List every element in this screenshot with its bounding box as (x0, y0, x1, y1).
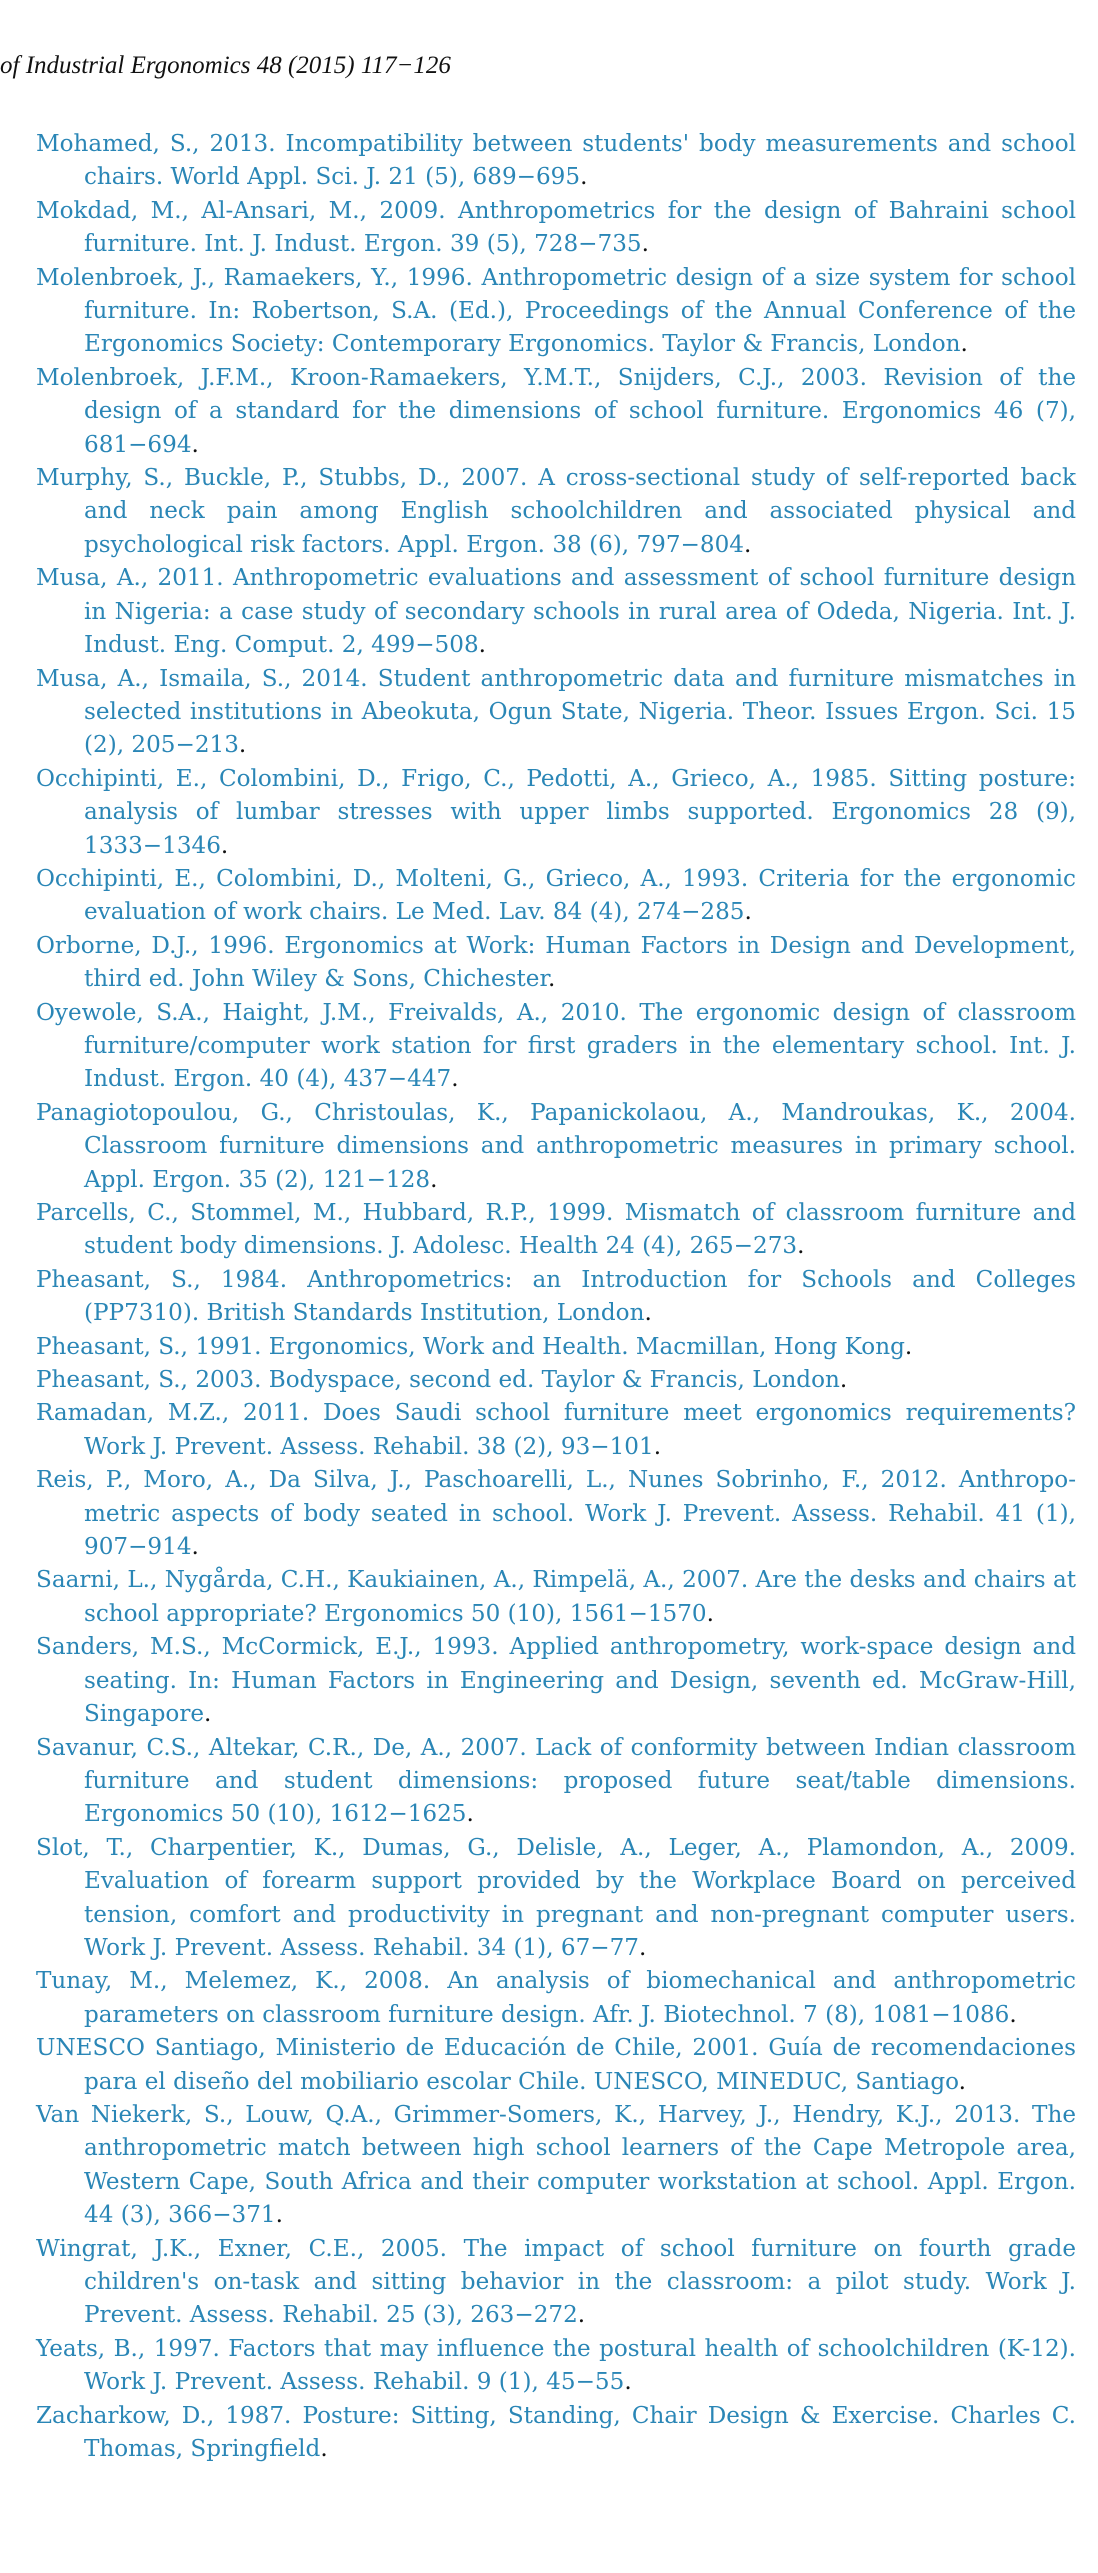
reference-item[interactable] (36, 195, 1076, 262)
reference-period: . (641, 231, 649, 258)
reference-link[interactable]: Murphy, S., Buckle, P., Stubbs, D., 2007. A cross-sectional study of self-reported back and neck pain among English schoolchildren and associated physical and psychological risk factors. Appl. Ergon. 38 (6), 797−804 (36, 465, 1076, 558)
reference-link[interactable]: Savanur, C.S., Altekar, C.R., De, A., 2007. Lack of conformity between Indian classroom furniture and student dimensions: proposed future seat/table dimensions. Ergonomics 50 (10), 1612−1625 (36, 1734, 1076, 1828)
reference-period: . (238, 732, 247, 759)
reference-link[interactable]: Musa, A., 2011. Anthropometric evaluations and assessment of school furniture design in Nigeria: a case study of secondary schools in rural area of Odeda, Nigeria. Int. J. Indust. Eng. Comput. 2, 499−508 (36, 565, 1076, 659)
reference-period: . (797, 1233, 805, 1260)
reference-item[interactable] (36, 863, 1076, 930)
reference-period: . (204, 1701, 212, 1728)
reference-period: . (547, 966, 556, 993)
reference-link[interactable]: Tunay, M., Melemez, K., 2008. An analysis of biomechanical and anthropometric parameters on classroom furniture design. Afr. J. Biotechnol. 7 (8), 1081−1086 (36, 1968, 1076, 2028)
reference-period: . (904, 1333, 913, 1360)
reference-period: . (706, 1600, 714, 1627)
reference-link[interactable]: Pheasant, S., 2003. Bodyspace, second ed. Taylor & Francis, London (36, 1367, 840, 1394)
reference-period: . (320, 2436, 328, 2463)
reference-item[interactable] (36, 1965, 1076, 2032)
reference-period: . (430, 1166, 438, 1193)
reference-item[interactable] (36, 1331, 1076, 1364)
reference-item[interactable] (36, 2333, 1076, 2400)
reference-period: . (478, 632, 486, 659)
reference-link[interactable]: Zacharkow, D., 1987. Posture: Sitting, Standing, Chair Design & Exercise. Charles C. Thomas, Springfield (36, 2402, 1076, 2463)
reference-link[interactable]: Musa, A., Ismaila, S., 2014. Student anthropometric data and furniture mismatches in selected institutions in Abeokuta, Ogun State, Nigeria. Theor. Issues Ergon. Sci. 15 (2), 205−213 (36, 665, 1076, 759)
reference-item[interactable] (36, 1631, 1076, 1731)
reference-period: . (577, 2302, 586, 2329)
reference-item[interactable] (36, 1364, 1076, 1397)
reference-period: . (1009, 2001, 1017, 2028)
reference-link[interactable]: Pheasant, S., 1984. Anthropometrics: an Introduction for Schools and Colleges (PP7310). British Standards Institution, London (36, 1266, 1076, 1327)
reference-period: . (624, 2369, 632, 2396)
reference-item[interactable] (36, 2233, 1076, 2333)
reference-item[interactable] (36, 562, 1076, 662)
reference-item[interactable] (36, 2099, 1076, 2233)
reference-link[interactable]: Occhipinti, E., Colombini, D., Molteni, G., Grieco, A., 1993. Criteria for the ergonomic evaluation of work chairs. Le Med. Lav. 84 (4), 274−285 (36, 865, 1076, 926)
reference-period: . (580, 164, 588, 191)
reference-link[interactable]: Oyewole, S.A., Haight, J.M., Freivalds, A., 2010. The ergonomic design of classroom furniture/computer work station for first graders in the elementary school. Int. J. Indust. Ergon. 40 (4), 437−447 (36, 999, 1076, 1093)
reference-period: . (275, 2202, 283, 2229)
reference-period: . (639, 1934, 647, 1961)
reference-item[interactable] (36, 1397, 1076, 1464)
reference-period: . (744, 899, 752, 926)
reference-period: . (958, 2068, 966, 2095)
reference-period: . (960, 331, 968, 358)
reference-item[interactable] (36, 1097, 1076, 1197)
reference-item[interactable] (36, 763, 1076, 863)
reference-period: . (644, 1300, 652, 1327)
reference-link[interactable]: Parcells, C., Stommel, M., Hubbard, R.P., 1999. Mismatch of classroom furniture and student body dimensions. J. Adolesc. Health 24 (4), 265−273 (36, 1200, 1076, 1260)
reference-item[interactable] (36, 1564, 1076, 1631)
reference-link[interactable]: Panagiotopoulou, G., Christoulas, K., Papanickolaou, A., Mandroukas, K., 2004. Classroom furniture dimensions and anthropometric measures in primary school. Appl. Ergon. 35 (2), 121−128 (36, 1099, 1076, 1193)
reference-item[interactable] (36, 2400, 1076, 2467)
reference-item[interactable] (36, 663, 1076, 763)
reference-item[interactable] (36, 1832, 1076, 1966)
reference-link[interactable]: Molenbroek, J., Ramaekers, Y., 1996. Anthropometric design of a size system for school furniture. In: Robertson, S.A. (Ed.), Proceedings of the Annual Conference of the Ergonomics Society: Contemporary Ergonomics. Taylor & Francis, London (36, 264, 1076, 358)
reference-link[interactable]: Ramadan, M.Z., 2011. Does Saudi school furniture meet ergonomics requirements? Work J. Prevent. Assess. Rehabil. 38 (2), 93−101 (36, 1400, 1076, 1460)
reference-item[interactable] (36, 997, 1076, 1097)
reference-link[interactable]: Mohamed, S., 2013. Incompatibility between students' body measurements and school chairs. World Appl. Sci. J. 21 (5), 689−695 (36, 131, 1076, 191)
reference-item[interactable] (36, 128, 1076, 195)
reference-link[interactable]: Occhipinti, E., Colombini, D., Frigo, C., Pedotti, A., Grieco, A., 1985. Sitting posture: analysis of lumbar stresses with upper limbs supported. Ergonomics 28 (9), 1333−1346 (36, 765, 1076, 859)
reference-item[interactable] (36, 362, 1076, 462)
reference-item[interactable] (36, 930, 1076, 997)
reference-link[interactable]: Saarni, L., Nygårda, C.H., Kaukiainen, A., Rimpelä, A., 2007. Are the desks and chairs at school appropriate? Ergonomics 50 (10), 1561−1570 (36, 1567, 1076, 1627)
reference-list (36, 128, 1076, 2466)
reference-item[interactable] (36, 2032, 1076, 2099)
reference-period: . (191, 431, 199, 458)
reference-link[interactable]: UNESCO Santiago, Ministerio de Educación de Chile, 2001. Guía de recomendaciones para el diseño del mobiliario escolar Chile. UNESCO, MINEDUC, Santiago (36, 2035, 1076, 2095)
reference-period: . (466, 1801, 474, 1828)
reference-link[interactable]: Molenbroek, J.F.M., Kroon-Ramaekers, Y.M.T., Snijders, C.J., 2003. Revision of the design of a standard for the dimensions of school furniture. Ergonomics 46 (7), 681−694 (36, 364, 1076, 458)
reference-item[interactable] (36, 1464, 1076, 1564)
reference-link[interactable]: Orborne, D.J., 1996. Ergonomics at Work: Human Factors in Design and Development, third ed. John Wiley & Sons, Chichester (36, 932, 1076, 993)
reference-link[interactable]: Van Niekerk, S., Louw, Q.A., Grimmer-Somers, K., Harvey, J., Hendry, K.J., 2013. The anthropometric match between high school learners of the Cape Metropole area, Western Cape, South Africa and their computer workstation at school. Appl. Ergon. 44 (3), 366−371 (36, 2101, 1076, 2229)
reference-link[interactable]: Reis, P., Moro, A., Da Silva, J., Paschoarelli, L., Nunes Sobrinho, F., 2012. Anthropometric aspects of body seated in school. Work J. Prevent. Assess. Rehabil. 41 (1), 907−914 (36, 1467, 1076, 1561)
reference-item[interactable] (36, 1264, 1076, 1331)
running-header: of Industrial Ergonomics 48 (2015) 117−126 (0, 52, 451, 79)
reference-link[interactable]: Sanders, M.S., McCormick, E.J., 1993. Applied anthropometry, work-space design and seating. In: Human Factors in Engineering and Design, seventh ed. McGraw-Hill, Singapore (36, 1634, 1076, 1728)
reference-link[interactable]: Mokdad, M., Al-Ansari, M., 2009. Anthropometrics for the design of Bahraini school furniture. Int. J. Indust. Ergon. 39 (5), 728−735 (36, 197, 1076, 258)
reference-period: . (743, 531, 752, 558)
reference-period: . (220, 832, 229, 859)
reference-item[interactable] (36, 1197, 1076, 1264)
reference-link[interactable]: Slot, T., Charpentier, K., Dumas, G., Delisle, A., Leger, A., Plamondon, A., 2009. Evaluation of forearm support provided by the Workplace Board on perceived tension, comfort and productivity in pregnant and non-pregnant computer users. Work J. Prevent. Assess. Rehabil. 34 (1), 67−77 (36, 1834, 1076, 1961)
reference-period: . (653, 1433, 662, 1460)
reference-item[interactable] (36, 462, 1076, 562)
reference-link[interactable]: Yeats, B., 1997. Factors that may influence the postural health of schoolchildren (K-12). Work J. Prevent. Assess. Rehabil. 9 (1), 45−55 (36, 2335, 1076, 2396)
reference-link[interactable]: Pheasant, S., 1991. Ergonomics, Work and Health. Macmillan, Hong Kong (36, 1333, 905, 1360)
reference-period: . (451, 1066, 459, 1093)
reference-period: . (839, 1367, 848, 1394)
reference-period: . (191, 1534, 199, 1561)
reference-link[interactable]: Wingrat, J.K., Exner, C.E., 2005. The impact of school furniture on fourth grade children's on-task and sitting behavior in the classroom: a pilot study. Work J. Prevent. Assess. Rehabil. 25 (3), 263−272 (36, 2235, 1076, 2329)
reference-item[interactable] (36, 262, 1076, 362)
reference-item[interactable] (36, 1732, 1076, 1832)
